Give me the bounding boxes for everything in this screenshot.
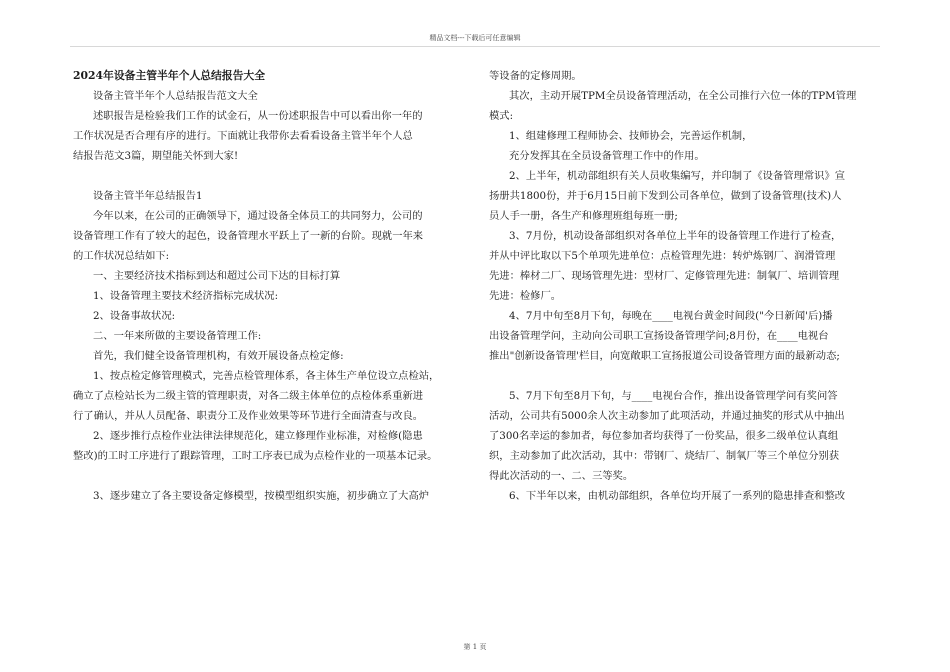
page-number: 第 1 页 <box>463 643 487 651</box>
paragraph-line: 先进：检修厂。 <box>489 290 562 302</box>
left-column <box>73 66 468 506</box>
paragraph-line: 1、按点检定修管理模式，完善点检管理体系，各主体生产单位设立点检站， <box>93 370 440 382</box>
paragraph-line: 2、上半年，机动部组织有关人员收集编写，并印制了《设备管理常识》宣 <box>509 170 846 182</box>
paragraph-line: 了300名幸运的参加者，每位参加者均获得了一份奖品，很多二级单位认真组 <box>489 430 839 442</box>
paragraph-line: 扬册共1800份，并于6月15日前下发到公司各单位，做到了设备管理(技术)人 <box>489 190 842 202</box>
paragraph-line: 行了确认，并从人员配备、职责分工及作业效果等环节进行全面清查与改良。 <box>73 410 424 422</box>
paragraph-line: 述职报告是检验我们工作的试金石，从一份述职报告中可以看出你一年的 <box>93 110 423 122</box>
paragraph-line: 得此次活动的一、二、三等奖。 <box>489 470 634 482</box>
paragraph-line: 模式: <box>489 110 514 122</box>
right-column <box>489 66 881 506</box>
paragraph-line: 6、下半年以来，由机动部组织，各单位均开展了一系列的隐患排查和整改 <box>509 490 846 502</box>
paragraph-line: 工作状况是否合理有序的进行。下面就让我带你去看看设备主管半年个人总 <box>73 130 413 142</box>
paragraph-line: 织，主动参加了此次活动，其中：带钢厂、烧结厂、制氧厂等三个单位分别获 <box>489 450 840 462</box>
paragraph-line: 一、主要经济技术指标到达和超过公司下达的目标打算 <box>93 270 341 282</box>
document-title: 2024年设备主管半年个人总结报告大全 <box>73 69 266 82</box>
blank-line <box>489 366 881 386</box>
paragraph-line: 二、一年来所做的主要设备管理工作: <box>93 330 262 342</box>
paragraph-line: 出设备管理学问，主动向公司职工宣扬设备管理学问;8月份，在____电视台 <box>489 330 829 342</box>
paragraph-line: 整改)的工时工序进行了跟踪管理，工时工序表已成为点检作业的一项基本记录。 <box>73 450 438 462</box>
blank-line <box>73 166 468 186</box>
paragraph-line: 4、7月中旬至8月下旬，每晚在____电视台黄金时间段("今日新闻'后)播 <box>509 310 833 322</box>
paragraph-line: 推出"创新设备管理'栏目，向宽敞职工宣扬报道公司设备管理方面的最新动态; <box>489 350 840 362</box>
paragraph-line: 1、设备管理主要技术经济指标完成状况: <box>93 290 279 302</box>
paragraph-line: 等设备的定修周期。 <box>489 70 582 82</box>
paragraph-line: 2、逐步推行点检作业法律法律规范化，建立修理作业标准，对检修(隐患 <box>93 430 423 442</box>
paragraph-line: 设备管理工作有了较大的起色，设备管理水平跃上了一新的台阶。现就一年来 <box>73 230 424 242</box>
paragraph-line: 其次，主动开展TPM全员设备管理活动，在全公司推行六位一体的TPM管理 <box>509 90 857 102</box>
section-heading: 设备主管半年总结报告1 <box>93 190 203 202</box>
paragraph-line: 确立了点检站长为二级主管的管理职责，对各二级主体单位的点检体系重新进 <box>73 390 424 402</box>
paragraph-line: 2、设备事故状况: <box>93 310 176 322</box>
paragraph-line: 3、逐步建立了各主要设备定修模型，按模型组织实施，初步确立了大高炉 <box>93 490 430 502</box>
paragraph-line: 并从中评比取以下5个单项先进单位：点检管理先进：转炉炼钢厂、润滑管理 <box>489 250 836 262</box>
paragraph-line: 充分发挥其在全员设备管理工作中的作用。 <box>509 150 705 162</box>
blank-line <box>73 466 468 486</box>
paragraph-line: 今年以来，在公司的正确领导下，通过设备全体员工的共同努力，公司的 <box>93 210 423 222</box>
paragraph-line: 结报告范文3篇，期望能关怀到大家! <box>73 150 239 162</box>
paragraph-line: 活动，公司共有5000余人次主动参加了此项活动，并通过抽奖的形式从中抽出 <box>489 410 845 422</box>
paragraph-line: 员人手一册，各生产和修理班组每班一册; <box>489 210 678 222</box>
paragraph-line: 首先，我们健全设备管理机构，有效开展设备点检定修: <box>93 350 344 362</box>
page-header: 精品文档---下载后可任意编辑 <box>429 34 521 42</box>
subtitle-line: 设备主管半年个人总结报告范文大全 <box>93 90 258 102</box>
paragraph-line: 的工作状况总结如下: <box>73 250 170 262</box>
paragraph-line: 3、7月份，机动设备部组织对各单位上半年的设备管理工作进行了检查， <box>509 230 842 242</box>
paragraph-line: 5、7月下旬至8月下旬，与____电视台合作，推出设备管理学问有奖问答 <box>509 390 838 402</box>
paragraph-line: 先进：棒材二厂、现场管理先进：型材厂、定修管理先进：制氧厂、培训管理 <box>489 270 840 282</box>
header-divider <box>70 46 880 47</box>
paragraph-line: 1、组建修理工程师协会、技师协会，完善运作机制， <box>509 130 753 142</box>
